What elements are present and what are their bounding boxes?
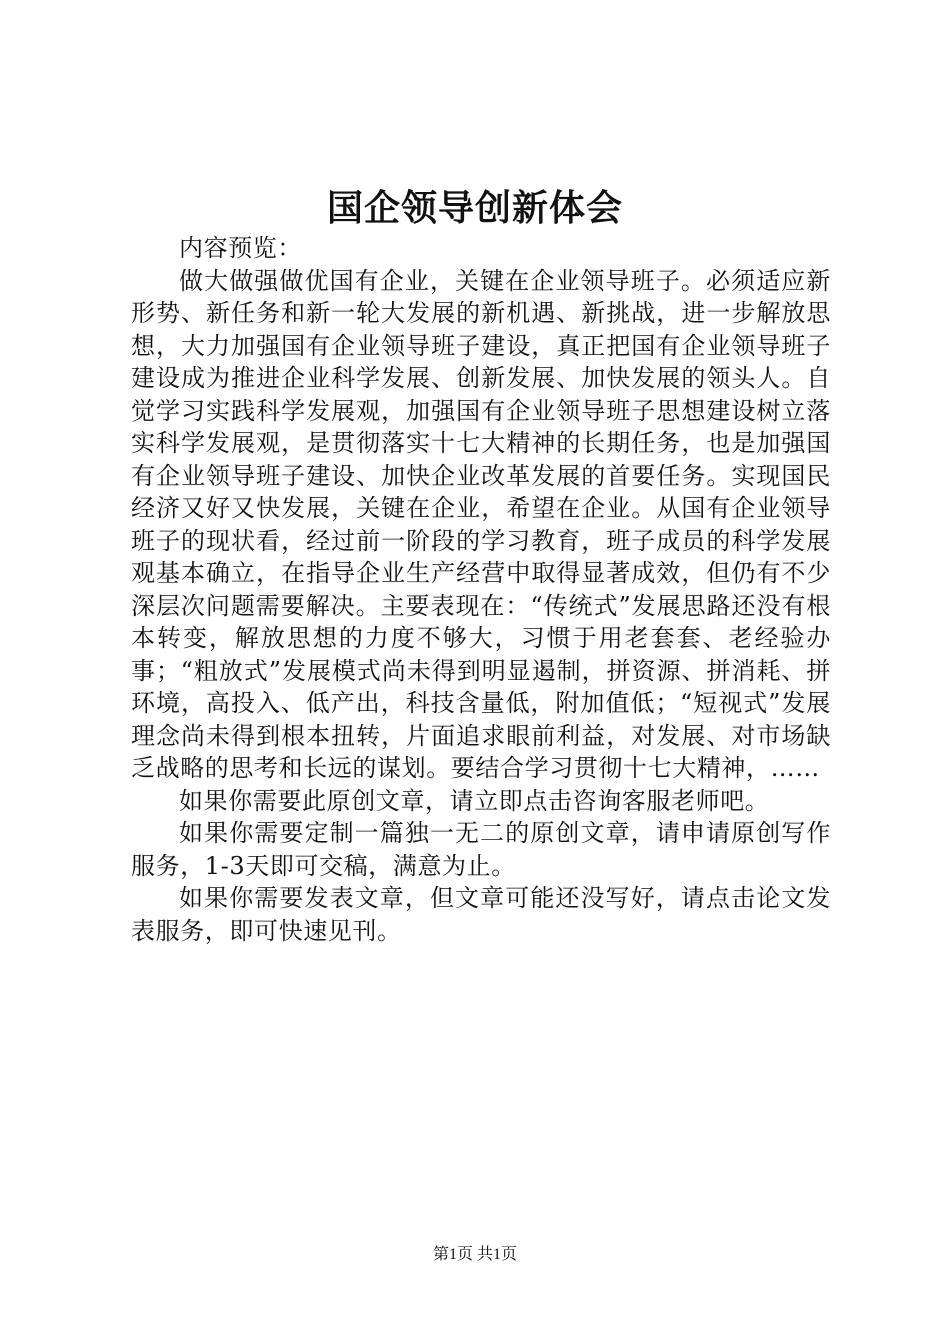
preview-label: 内容预览： <box>179 234 302 262</box>
custom-writing-notice[interactable]: 如果你需要定制一篇独一无二的原创文章，请申请原创写作服务，1-3天即可交稿，满意为止。 <box>131 819 831 880</box>
document-content <box>131 232 831 947</box>
page-footer: 第1页 共1页 <box>432 1246 517 1263</box>
body-paragraph: 做大做强做优国有企业，关键在企业领导班子。必须适应新形势、新任务和新一轮大发展的新机遇、新挑战，进一步解放思想，大力加强国有企业领导班子建设，真正把国有企业领导班子建设成为推进企业科学发展、创新发展、加快发展的领头人。自觉学习实践科学发展观，加强国有企业领导班子思想建设树立落实科学发展观，是贯彻落实十七大精神的长期任务，也是加强国有企业领导班子建设、加快企业改革发展的首要任务。实现国民经济又好又快发展，关键在企业，希望在企业。从国有企业领导班子的现状看，经过前一阶段的学习教育，班子成员的科学发展观基本确立，在指导企业生产经营中取得显著成效，但仍有不少深层次问题需要解决。主要表现在：“传统式”发展思路还没有根本转变，解放思想的力度不够大，习惯于用老套套、老经验办事；“粗放式”发展模式尚未得到明显遏制，拼资源、拼消耗、拼环境，高投入、低产出，科技含量低，附加值低；“短视式”发展理念尚未得到根本扭转，片面追求眼前利益，对发展、对市场缺乏战略的思考和长远的谋划。要结合学习贯彻十七大精神，…… <box>131 266 831 782</box>
publishing-notice[interactable]: 如果你需要发表文章，但文章可能还没写好，请点击论文发表服务，即可快速见刊。 <box>131 884 831 945</box>
consult-notice[interactable]: 如果你需要此原创文章，请立即点击咨询客服老师吧。 <box>179 786 770 815</box>
document-title: 国企领导创新体会 <box>326 187 623 229</box>
